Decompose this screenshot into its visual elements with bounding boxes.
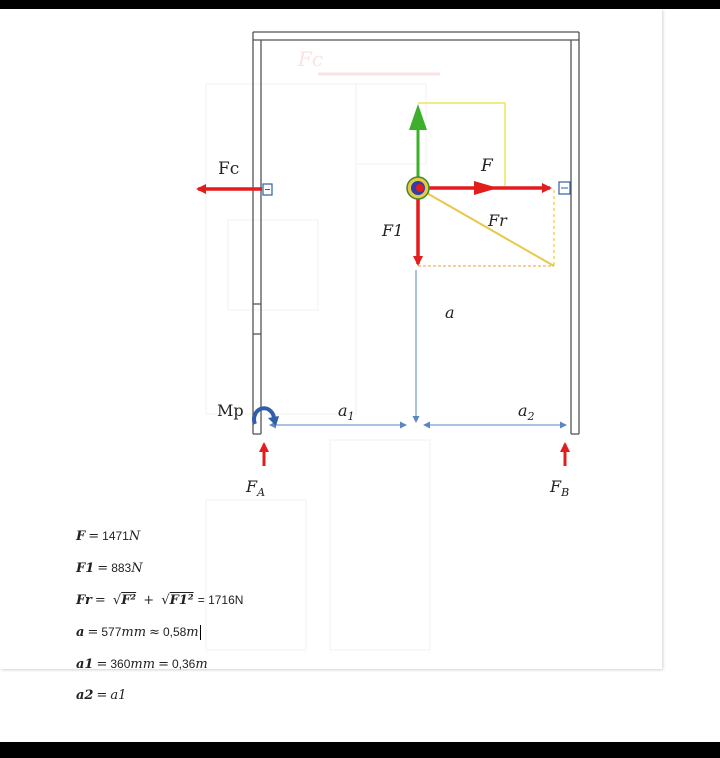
fa-label: $F_A$	[246, 477, 266, 499]
a2-label: $a_2$	[518, 401, 535, 423]
bottom-black-bar	[0, 742, 720, 758]
equation-a2: a2 = a1	[76, 688, 127, 703]
fr-label: Fr	[488, 211, 507, 230]
equation-f1: F1 = 883N	[76, 561, 143, 576]
fc-label: Fc	[218, 159, 240, 179]
f-label: F	[481, 156, 493, 176]
equations-block	[76, 526, 243, 718]
fr-resultant-line	[418, 188, 554, 266]
equation-f: F = 1471N	[76, 529, 141, 544]
a1-label: $a_1$	[338, 401, 355, 423]
text-cursor	[200, 625, 201, 640]
fb-label: $F_B$	[550, 477, 570, 499]
equation-a: a = 577mm ≈ 0,58m	[76, 625, 199, 640]
equation-fr: Fr = √F² + √F1² = 1716N	[76, 593, 244, 608]
f1-label: F1	[382, 221, 404, 240]
ghost-fc-label: Fc	[298, 47, 324, 71]
a-label: a	[445, 303, 455, 322]
moment-mp-icon	[254, 408, 274, 424]
mp-label: Mp	[217, 401, 244, 420]
equation-a1: a1 = 360mm = 0,36m	[76, 657, 208, 672]
